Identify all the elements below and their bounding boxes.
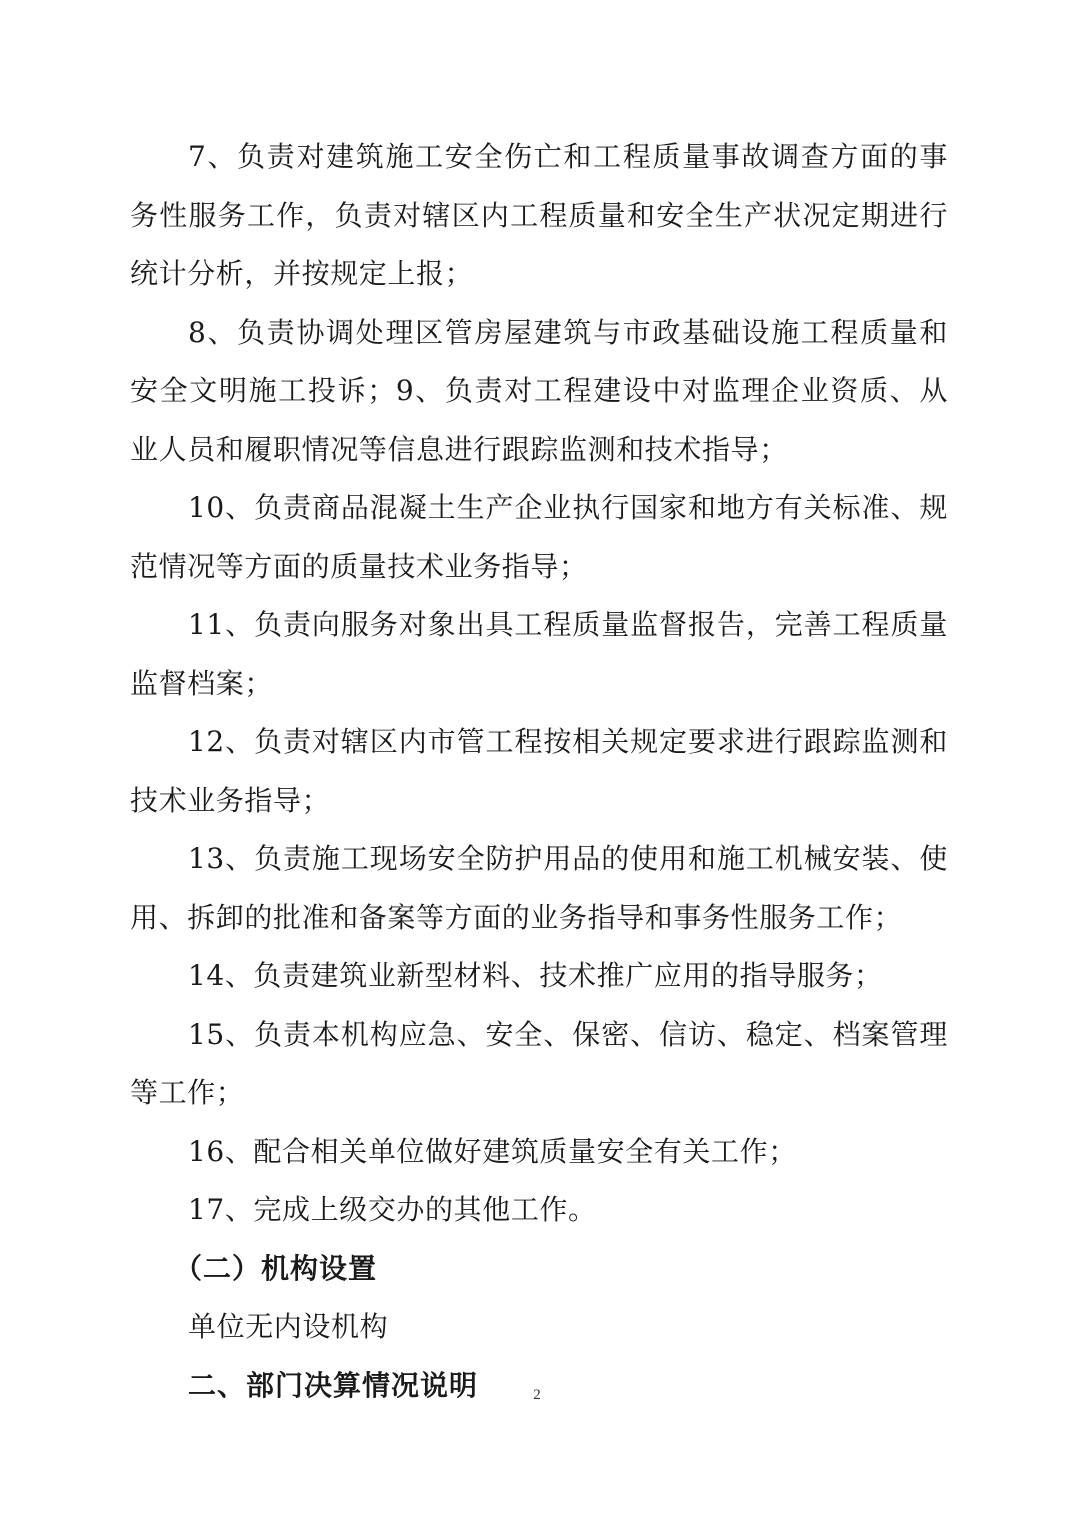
duty-item-15: 15、负责本机构应急、安全、保密、信访、稳定、档案管理等工作； (130, 1017, 948, 1109)
duty-item-13: 13、负责施工现场安全防护用品的使用和施工机械安装、使用、拆卸的批准和备案等方面的业务指导和事务性服务工作； (130, 842, 948, 934)
duty-item-16: 16、配合相关单位做好建筑质量安全有关工作； (188, 1134, 797, 1168)
duty-item-12: 12、负责对辖区内市管工程按相关规定要求进行跟踪监测和技术业务指导； (130, 725, 948, 817)
duty-item-7: 7、负责对建筑施工安全伤亡和工程质量事故调查方面的事务性服务工作，负责对辖区内工程质量和安全生产状况定期进行统计分析，并按规定上报； (130, 140, 948, 290)
section-org-heading: （二）机构设置 (174, 1251, 378, 1285)
duty-item-8-9: 8、负责协调处理区管房屋建筑与市政基础设施工程质量和安全文明施工投诉；9、负责对工程建设中对监理企业资质、从业人员和履职情况等信息进行跟踪监测和技术指导； (130, 315, 948, 466)
section-org-text: 单位无内设机构 (188, 1310, 389, 1343)
page-number: 2 (533, 1387, 541, 1403)
duty-item-17: 17、完成上级交办的其他工作。 (188, 1193, 597, 1226)
section-two-heading: 二、部门决算情况说明 (188, 1368, 479, 1402)
duty-item-11: 11、负责向服务对象出具工程质量监督报告，完善工程质量监督档案； (130, 608, 948, 700)
duty-item-14: 14、负责建筑业新型材料、技术推广应用的指导服务； (188, 959, 883, 992)
duty-item-10: 10、负责商品混凝土生产企业执行国家和地方有关标准、规范情况等方面的质量技术业务指导； (130, 491, 948, 583)
document-body (130, 128, 948, 1415)
